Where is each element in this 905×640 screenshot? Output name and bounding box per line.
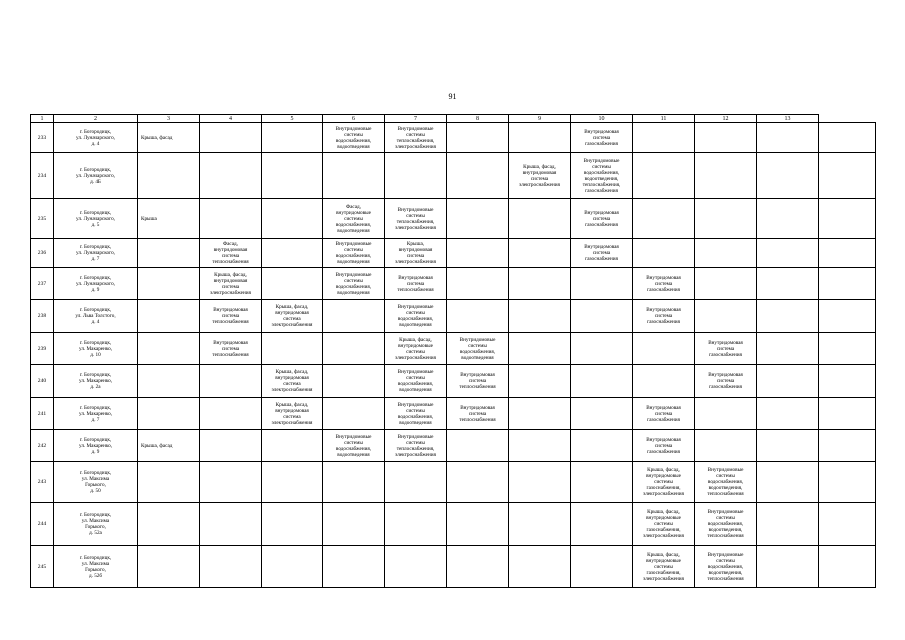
- table-cell: [695, 199, 757, 239]
- capital-repair-schedule-table: [30, 114, 876, 588]
- table-cell: [819, 398, 876, 430]
- table-cell: [633, 239, 695, 268]
- column-number-2: 2: [54, 115, 138, 123]
- row-number-cell: 239: [31, 333, 54, 365]
- address-cell: г. Богородицк, ул. Луначарского, д. 4: [54, 123, 138, 153]
- table-cell: [262, 462, 323, 503]
- table-cell: [138, 268, 200, 300]
- table-cell: [695, 153, 757, 199]
- table-cell: [695, 239, 757, 268]
- table-cell: Крыша: [138, 199, 200, 239]
- table-cell: [138, 300, 200, 333]
- address-cell: г. Богородицк, ул. Льва Толстого, д. 4: [54, 300, 138, 333]
- table-cell: [757, 268, 819, 300]
- table-cell: Внутридомовая система теплоснабжения: [385, 268, 447, 300]
- table-cell: [695, 430, 757, 462]
- table-cell: Внутридомовые системы водоснабжения, водоотведения, теплоснабжения, газоснабжения: [571, 153, 633, 199]
- table-cell: [819, 239, 876, 268]
- table-cell: Внутридомовая система теплоснабжения: [200, 300, 262, 333]
- address-cell: г. Богородицк, ул. Макаренко, д. 7: [54, 398, 138, 430]
- table-cell: [757, 398, 819, 430]
- table-cell: [323, 398, 385, 430]
- table-cell: [819, 462, 876, 503]
- table-cell: [262, 123, 323, 153]
- table-cell: Внутридомовая система газоснабжения: [633, 300, 695, 333]
- table-cell: Внутридомовые системы теплоснабжения, электроснабжения: [385, 430, 447, 462]
- table-cell: [757, 462, 819, 503]
- table-cell: [262, 546, 323, 588]
- table-cell: [757, 199, 819, 239]
- table-cell: [757, 333, 819, 365]
- table-cell: [509, 503, 571, 546]
- table-cell: [138, 462, 200, 503]
- table-cell: [571, 333, 633, 365]
- table-cell: [447, 503, 509, 546]
- table-cell: [757, 365, 819, 398]
- table-cell: [447, 462, 509, 503]
- table-cell: [200, 365, 262, 398]
- table-cell: [323, 365, 385, 398]
- table-cell: Крыша, фасад, внутридомовая система электроснабжения: [262, 300, 323, 333]
- table-cell: [385, 546, 447, 588]
- table-row: [31, 546, 876, 588]
- table-cell: [633, 199, 695, 239]
- row-number-cell: 236: [31, 239, 54, 268]
- table-row: [31, 333, 876, 365]
- table-cell: Внутридомовая система газоснабжения: [695, 333, 757, 365]
- table-body: [31, 123, 876, 588]
- table-cell: [819, 503, 876, 546]
- table-row: [31, 398, 876, 430]
- table-cell: [323, 546, 385, 588]
- column-number-7: 7: [385, 115, 447, 123]
- table-cell: [571, 300, 633, 333]
- table-cell: Внутридомовая система теплоснабжения: [447, 365, 509, 398]
- table-cell: [509, 546, 571, 588]
- table-cell: [695, 268, 757, 300]
- table-cell: [695, 398, 757, 430]
- table-cell: [447, 199, 509, 239]
- table-cell: [447, 268, 509, 300]
- table-row: [31, 365, 876, 398]
- table-cell: [447, 430, 509, 462]
- table-row: [31, 300, 876, 333]
- table-row: [31, 153, 876, 199]
- table-cell: [819, 268, 876, 300]
- table-cell: [323, 300, 385, 333]
- column-number-13: 13: [757, 115, 819, 123]
- table-cell: Крыша, фасад, внутридомовая система электроснабжения: [200, 268, 262, 300]
- table-cell: [385, 153, 447, 199]
- table-cell: [509, 199, 571, 239]
- row-number-cell: 240: [31, 365, 54, 398]
- table-cell: [509, 365, 571, 398]
- table-cell: [757, 430, 819, 462]
- page-number: 91: [448, 92, 457, 101]
- table-cell: [571, 398, 633, 430]
- address-cell: г. Богородицк, ул. Макаренко, д. 10: [54, 333, 138, 365]
- address-cell: г. Богородицк, ул. Луначарского, д. 9: [54, 268, 138, 300]
- table-cell: [138, 503, 200, 546]
- address-cell: г. Богородицк, ул. Луначарского, д. 4Б: [54, 153, 138, 199]
- table-cell: Внутридомовая система теплоснабжения: [447, 398, 509, 430]
- table-cell: [323, 462, 385, 503]
- row-number-cell: 237: [31, 268, 54, 300]
- table-cell: [200, 199, 262, 239]
- address-cell: г. Богородицк, ул. Луначарского, д. 7: [54, 239, 138, 268]
- table-cell: Внутридомовая система газоснабжения: [695, 365, 757, 398]
- table-cell: [200, 398, 262, 430]
- table-cell: Внутридомовая система газоснабжения: [571, 199, 633, 239]
- table-cell: [200, 462, 262, 503]
- table-cell: [571, 430, 633, 462]
- table-cell: [262, 268, 323, 300]
- row-number-cell: 234: [31, 153, 54, 199]
- table-cell: [447, 123, 509, 153]
- table-cell: [138, 365, 200, 398]
- column-number-5: 5: [262, 115, 323, 123]
- table-cell: [262, 239, 323, 268]
- table-cell: [323, 153, 385, 199]
- table-cell: [819, 333, 876, 365]
- row-number-cell: 244: [31, 503, 54, 546]
- table-cell: [509, 462, 571, 503]
- table-cell: Крыша, внутридомовая система электроснабжения: [385, 239, 447, 268]
- table-row: [31, 462, 876, 503]
- table-cell: [323, 503, 385, 546]
- table-cell: [695, 300, 757, 333]
- table-cell: [757, 503, 819, 546]
- table-cell: Внутридомовые системы водоснабжения, водоотведения: [385, 365, 447, 398]
- table-cell: [262, 430, 323, 462]
- table-cell: [447, 239, 509, 268]
- column-number-10: 10: [571, 115, 633, 123]
- column-number-6: 6: [323, 115, 385, 123]
- table-cell: Крыша, фасад, внутридомовая система электроснабжения: [262, 398, 323, 430]
- table-cell: [200, 503, 262, 546]
- table-cell: Внутридомовые системы водоснабжения, водоотведения, теплоснабжения: [695, 462, 757, 503]
- table-cell: Крыша, фасад: [138, 123, 200, 153]
- address-cell: г. Богородицк, ул. Максима Горького, д. 52б: [54, 546, 138, 588]
- table-cell: [633, 123, 695, 153]
- column-number-1: 1: [31, 115, 54, 123]
- table-cell: [138, 398, 200, 430]
- table-cell: Внутридомовые системы водоснабжения, водоотведения: [447, 333, 509, 365]
- address-cell: г. Богородицк, ул. Макаренко, д. 9: [54, 430, 138, 462]
- table-cell: [262, 199, 323, 239]
- table-cell: [757, 123, 819, 153]
- table-cell: [138, 546, 200, 588]
- table-cell: [509, 123, 571, 153]
- column-number-4: 4: [200, 115, 262, 123]
- table-cell: [633, 365, 695, 398]
- row-number-cell: 235: [31, 199, 54, 239]
- table-cell: [757, 546, 819, 588]
- row-number-cell: 241: [31, 398, 54, 430]
- table-cell: [757, 153, 819, 199]
- table-cell: [509, 239, 571, 268]
- table-cell: Внутридомовая система газоснабжения: [571, 123, 633, 153]
- table-cell: [757, 300, 819, 333]
- table-cell: [447, 300, 509, 333]
- table-cell: Внутридомовые системы водоснабжения, водоотведения: [385, 300, 447, 333]
- table-cell: [819, 430, 876, 462]
- table-row: [31, 123, 876, 153]
- table-cell: [819, 365, 876, 398]
- table-cell: Внутридомовые системы водоснабжения, водоотведения: [323, 430, 385, 462]
- table-cell: [200, 546, 262, 588]
- table-cell: [385, 503, 447, 546]
- table-cell: [200, 430, 262, 462]
- table-cell: [138, 239, 200, 268]
- table-cell: [633, 333, 695, 365]
- column-number-row: [31, 115, 876, 123]
- address-cell: г. Богородицк, ул. Макаренко, д. 2а: [54, 365, 138, 398]
- table-cell: [262, 333, 323, 365]
- table-cell: Внутридомовые системы теплоснабжения, электроснабжения: [385, 123, 447, 153]
- table-cell: Внутридомовые системы водоснабжения, водоотведения: [385, 398, 447, 430]
- table-cell: [447, 546, 509, 588]
- table-cell: [509, 430, 571, 462]
- table-cell: [633, 153, 695, 199]
- table-cell: Внутридомовая система газоснабжения: [571, 239, 633, 268]
- table-cell: Крыша, фасад, внутридомовые системы электроснабжения: [385, 333, 447, 365]
- table-cell: [509, 268, 571, 300]
- table-cell: Внутридомовые системы водоснабжения, водоотведения, теплоснабжения: [695, 503, 757, 546]
- table-cell: [819, 546, 876, 588]
- table-cell: [571, 462, 633, 503]
- table-cell: Внутридомовые системы водоснабжения, водоотведения: [323, 123, 385, 153]
- table-cell: Внутридомовые системы теплоснабжения, электроснабжения: [385, 199, 447, 239]
- table-cell: [571, 268, 633, 300]
- table-cell: Крыша, фасад, внутридомовая система электроснабжения: [509, 153, 571, 199]
- table-row: [31, 199, 876, 239]
- table-cell: Крыша, фасад: [138, 430, 200, 462]
- table-cell: [695, 123, 757, 153]
- table-cell: [138, 333, 200, 365]
- table-cell: Фасад, внутридомовые системы водоснабжения, водоотведения: [323, 199, 385, 239]
- row-number-cell: 245: [31, 546, 54, 588]
- table-cell: [509, 398, 571, 430]
- row-number-cell: 238: [31, 300, 54, 333]
- table-cell: [200, 153, 262, 199]
- table-cell: Внутридомовая система газоснабжения: [633, 430, 695, 462]
- row-number-cell: 243: [31, 462, 54, 503]
- column-number-11: 11: [633, 115, 695, 123]
- table-cell: Внутридомовые системы водоснабжения, водоотведения: [323, 239, 385, 268]
- table-cell: [138, 153, 200, 199]
- table-cell: Фасад, внутридомовая система теплоснабжения: [200, 239, 262, 268]
- table-cell: [571, 365, 633, 398]
- table-cell: Крыша, фасад, внутридомовые системы газоснабжения, электроснабжения: [633, 462, 695, 503]
- table-cell: [819, 199, 876, 239]
- table-cell: [571, 546, 633, 588]
- table-cell: [385, 462, 447, 503]
- table-row: [31, 503, 876, 546]
- address-cell: г. Богородицк, ул. Максима Горького, д. 52а: [54, 503, 138, 546]
- address-cell: г. Богородицк, ул. Луначарского, д. 5: [54, 199, 138, 239]
- table-cell: [819, 153, 876, 199]
- column-number-3: 3: [138, 115, 200, 123]
- table-header: [31, 115, 876, 123]
- row-number-cell: 242: [31, 430, 54, 462]
- table-cell: [323, 333, 385, 365]
- table-cell: Крыша, фасад, внутридомовые системы газоснабжения, электроснабжения: [633, 503, 695, 546]
- table-cell: [819, 123, 876, 153]
- table-cell: [509, 333, 571, 365]
- column-number-12: 12: [695, 115, 757, 123]
- table-row: [31, 430, 876, 462]
- table-cell: Внутридомовая система газоснабжения: [633, 268, 695, 300]
- table-cell: Внутридомовая система газоснабжения: [633, 398, 695, 430]
- table-cell: [262, 153, 323, 199]
- table-cell: [200, 123, 262, 153]
- table-cell: Крыша, фасад, внутридомовые системы газоснабжения, электроснабжения: [633, 546, 695, 588]
- column-number-9: 9: [509, 115, 571, 123]
- table-cell: [509, 300, 571, 333]
- table-row: [31, 268, 876, 300]
- table-cell: Внутридомовая система теплоснабжения: [200, 333, 262, 365]
- address-cell: г. Богородицк, ул. Максима Горького, д. 50: [54, 462, 138, 503]
- table-cell: [819, 300, 876, 333]
- table-cell: [262, 503, 323, 546]
- table-cell: Внутридомовые системы водоснабжения, водоотведения, теплоснабжения: [695, 546, 757, 588]
- table-cell: [447, 153, 509, 199]
- table-cell: Крыша, фасад, внутридомовая система электроснабжения: [262, 365, 323, 398]
- column-number-8: 8: [447, 115, 509, 123]
- table-row: [31, 239, 876, 268]
- row-number-cell: 233: [31, 123, 54, 153]
- table-cell: [571, 503, 633, 546]
- table-cell: [757, 239, 819, 268]
- table-cell: Внутридомовые системы водоснабжения, водоотведения: [323, 268, 385, 300]
